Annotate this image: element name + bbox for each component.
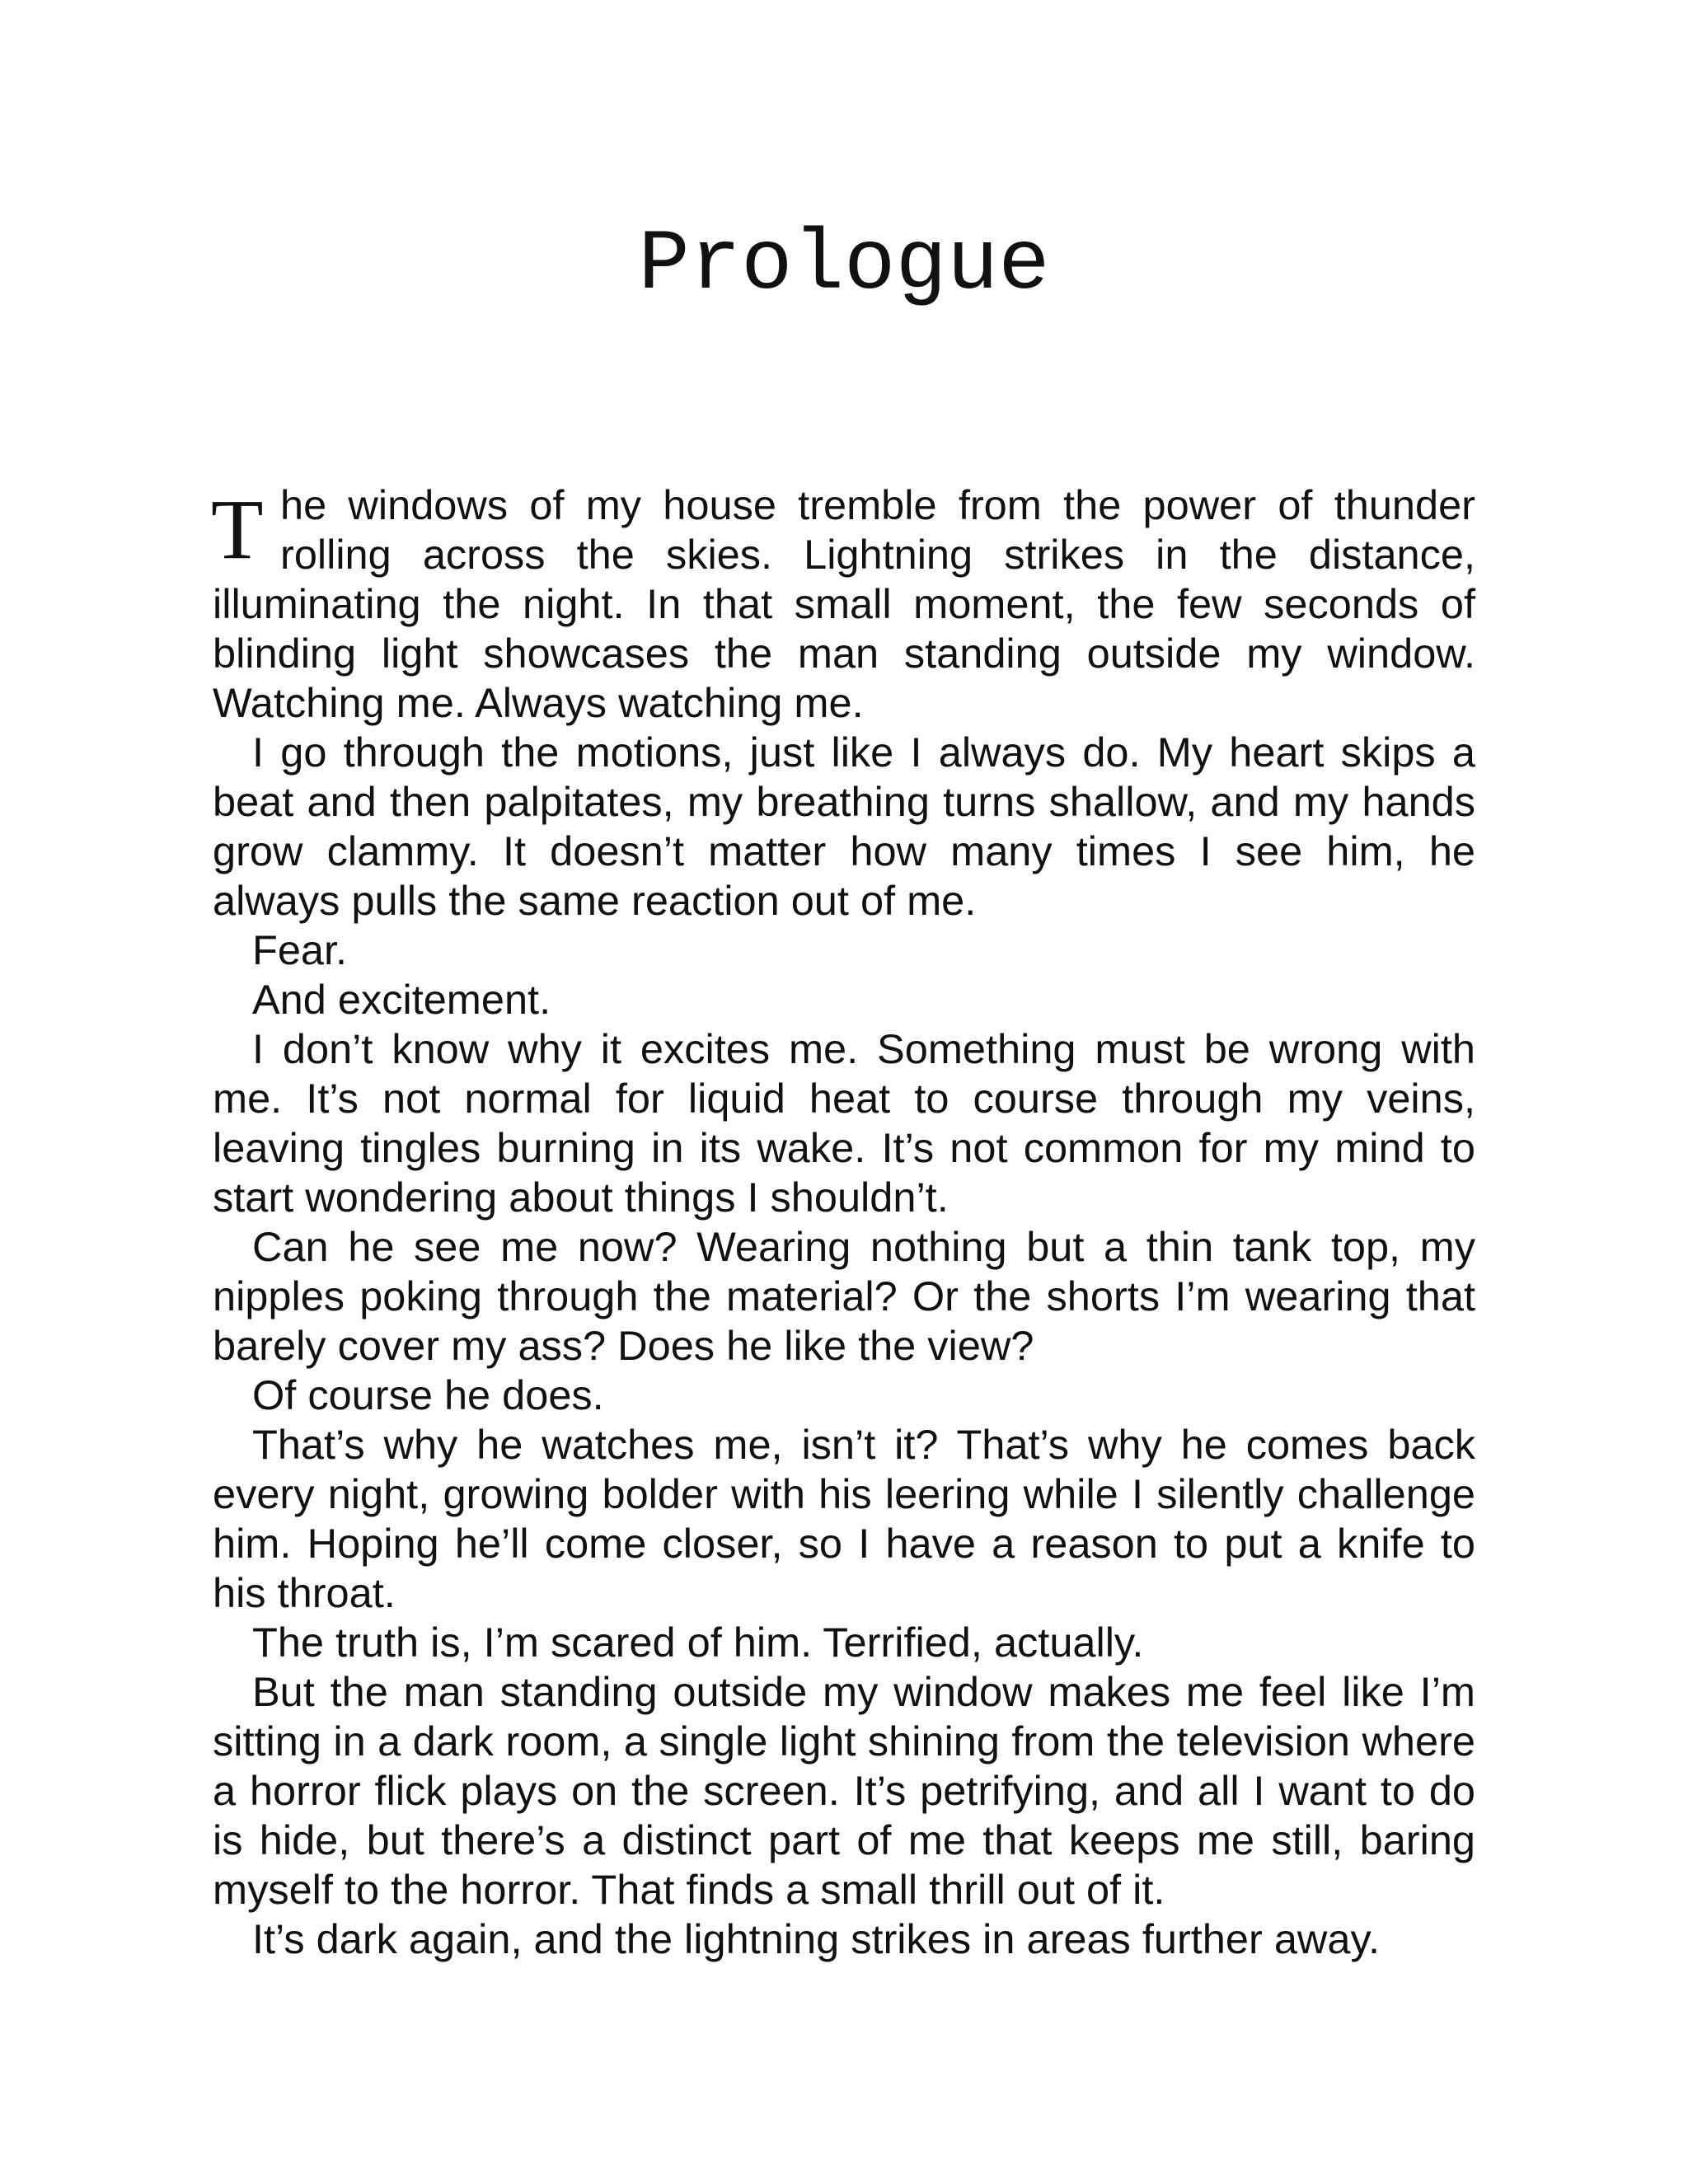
drop-cap-box [213,480,280,579]
paragraph: I don’t know why it excites me. Something must be wrong with me. It’s not normal for liquid heat to course through my veins, leaving tingles burning in its wake. It’s not common for my mind to start wondering about things I shouldn’t. [213,1025,1475,1221]
first-paragraph-line-2: rolling across the skies. Lightning strikes in the distance, [280,531,1475,578]
drop-cap: T [211,482,264,577]
paragraph: Can he see me now? Wearing nothing but a thin tank top, my nipples poking through the material? Or the shorts I’m wearing that barely cover my ass? Does he like the view? [213,1223,1475,1369]
paragraph: I go through the motions, just like I always do. My heart skips a beat and then palpitates, my breathing turns shallow, and my hands grow clammy. It doesn’t matter how many times I see him, he always pulls the same reaction out of me. [213,729,1475,924]
first-paragraph-line-1: he windows of my house tremble from the power of thunder [280,481,1475,528]
paragraph: And excitement. [252,976,551,1023]
first-paragraph-line-3: illuminating the night. In that small moment, the few seconds of [213,580,1475,627]
first-paragraph [213,480,1475,728]
paragraph: Of course he does. [252,1371,604,1418]
paragraph: It’s dark again, and the lightning strikes in areas further away. [252,1915,1380,1962]
paragraph: The truth is, I’m scared of him. Terrified, actually. [252,1619,1144,1666]
paragraph: Fear. [252,926,348,973]
chapter-body [213,480,1475,1964]
chapter-title: Prologue [638,217,1050,314]
first-paragraph-rest: blinding light showcases the man standing outside my window. Watching me. Always watching me. [213,630,1475,726]
paragraph: That’s why he watches me, isn’t it? That’s why he comes back every night, growing bolder with his leering while I silently challenge him. Hoping he’ll come closer, so I have a reason to put a knife to his throat. [213,1421,1475,1616]
paragraph: But the man standing outside my window makes me feel like I’m sitting in a dark room, a single light shining from the television where a horror flick plays on the screen. It’s petrifying, and all I want to do is hide, but there’s a distinct part of me that keeps me still, baring myself to the horror. That finds a small thrill out of it. [213,1668,1475,1913]
